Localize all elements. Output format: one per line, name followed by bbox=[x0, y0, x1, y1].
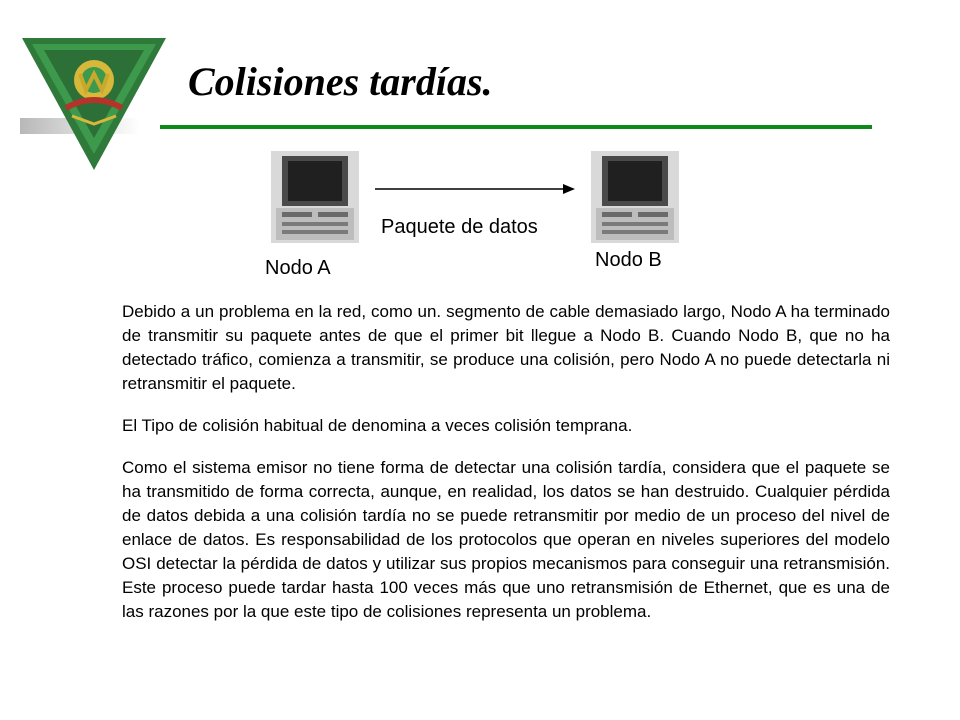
university-logo bbox=[14, 30, 174, 175]
transmission-arrow-icon bbox=[375, 182, 575, 196]
node-b-label: Nodo B bbox=[595, 249, 662, 271]
computer-node-b-icon bbox=[590, 150, 680, 244]
paragraph: El Tipo de colisión habitual de denomina a veces colisión temprana. bbox=[122, 416, 633, 435]
body-text bbox=[122, 300, 890, 642]
title-underline bbox=[160, 125, 872, 129]
page-title: Colisiones tardías. bbox=[188, 59, 493, 104]
packet-label: Paquete de datos bbox=[381, 216, 538, 238]
paragraph: Debido a un problema en la red, como un. segmento de cable demasiado largo, Nodo A ha terminado de transmitir su paquete antes de que el primer bit llegue a Nodo B. Cuando Nodo B, que no ha detectado tráfico, comienza a transmitir, se produce una colisión, pero Nodo A no puede detectarla ni retransmitir el paquete. bbox=[122, 302, 890, 393]
node-a-label: Nodo A bbox=[265, 257, 331, 279]
paragraph: Como el sistema emisor no tiene forma de detectar una colisión tardía, considera que el paquete se ha transmitido de forma correcta, aunque, en realidad, los datos se han destruido. Cualquier pérdida de datos debida a una colisión tardía no se puede retransmitir por medio de un proceso del nivel de enlace de datos. Es responsabilidad de los protocolos que operan en niveles superiores del modelo OSI detectar la pérdida de datos y utilizar sus propios mecanismos para conseguir una retransmisión. Este proceso puede tardar hasta 100 veces más que uno retransmisión de Ethernet, que es una de las razones por la que este tipo de colisiones representa un problema. bbox=[122, 458, 890, 621]
computer-node-a-icon bbox=[270, 150, 360, 244]
